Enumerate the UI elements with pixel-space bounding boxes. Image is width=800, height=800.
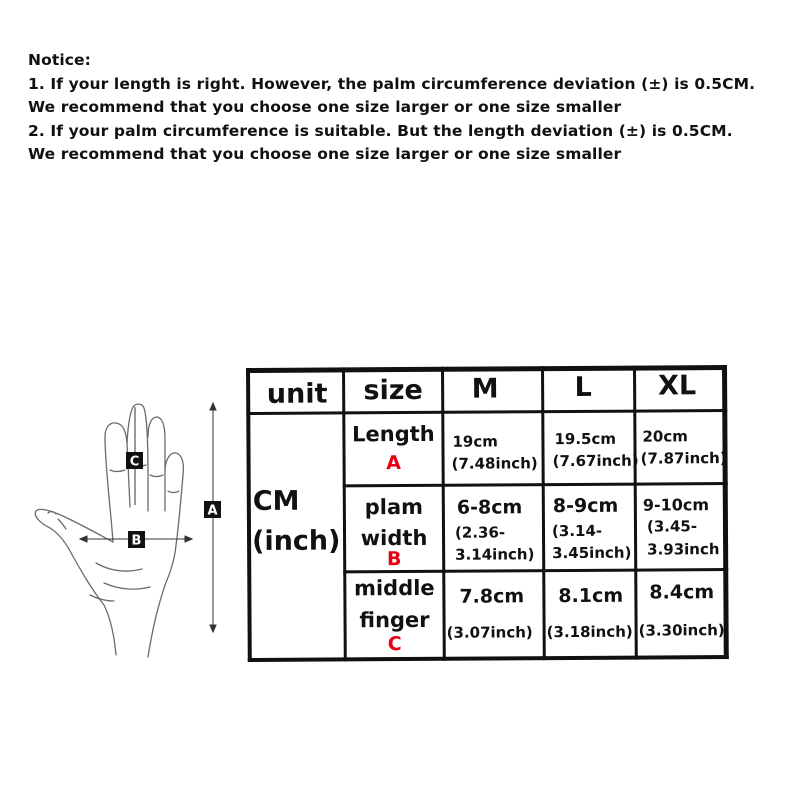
- unit-inch-label: (inch): [251, 525, 341, 557]
- length-xl-cm: 20cm: [642, 427, 688, 446]
- row-finger-label-2: finger: [359, 607, 430, 633]
- palm-m-inch-1: (2.36-: [454, 523, 506, 542]
- row-divider-1: [343, 482, 728, 487]
- measure-a-letter: A: [207, 503, 218, 519]
- notice-line-4: We recommend that you choose one size larger or one size smaller: [28, 145, 622, 163]
- palm-l-inch-2: 3.45inch): [552, 543, 632, 563]
- hand-outline-icon: [35, 404, 183, 657]
- finger-l-cm: 8.1cm: [558, 584, 624, 608]
- row-length-label: Length: [352, 421, 435, 447]
- finger-m-cm: 7.8cm: [459, 585, 525, 608]
- finger-m-inch: (3.07inch): [446, 623, 533, 642]
- finger-xl-cm: 8.4cm: [649, 581, 715, 604]
- header-size: size: [363, 374, 423, 407]
- length-l-cm: 19.5cm: [554, 429, 617, 449]
- notice-heading: Notice:: [28, 51, 91, 69]
- measure-c-letter: C: [129, 454, 140, 470]
- measure-a-tag: [204, 501, 221, 519]
- table-border-bottom: [248, 655, 729, 662]
- length-l-inch: (7.67inch): [552, 451, 639, 471]
- finger-l-inch: (3.18inch): [546, 622, 633, 642]
- unit-cm-label: CM: [252, 485, 300, 517]
- palm-l-cm: 8-9cm: [552, 494, 619, 518]
- length-m-cm: 19cm: [452, 432, 498, 451]
- header-l: L: [574, 371, 592, 403]
- notice-line-3: 2. If your palm circumference is suitable. But the length deviation (±) is 0.5CM.: [28, 121, 733, 140]
- palm-m-inch-2: 3.14inch): [455, 545, 535, 564]
- header-unit: unit: [266, 378, 328, 410]
- row-palm-label-1: plam: [364, 494, 424, 520]
- row-finger-letter: C: [387, 633, 402, 656]
- length-xl-inch: (7.87inch): [640, 449, 727, 468]
- palm-l-inch-1: (3.14-: [551, 521, 603, 541]
- notice-line-2: We recommend that you choose one size larger or one size smaller: [28, 98, 622, 116]
- palm-xl-inch-1: (3.45-: [646, 517, 698, 536]
- size-chart-table: [246, 365, 729, 662]
- notice-block: [28, 49, 788, 167]
- row-palm-label-2: width: [360, 525, 428, 551]
- row-finger-label-1: middle: [353, 575, 435, 601]
- finger-xl-inch: (3.30inch): [638, 621, 725, 640]
- header-m: M: [471, 373, 499, 405]
- measure-b-letter: B: [131, 533, 142, 549]
- measure-b-tag: [128, 531, 145, 549]
- palm-xl-cm: 9-10cm: [642, 495, 710, 515]
- measure-c-tag: [126, 452, 143, 470]
- row-length-letter: A: [386, 452, 402, 475]
- notice-line-1: 1. If your length is right. However, the palm circumference deviation (±) is 0.5CM.: [28, 74, 756, 93]
- row-palm-letter: B: [386, 548, 402, 571]
- hand-measurement-diagram: [30, 395, 240, 665]
- palm-xl-inch-2: 3.93inch: [647, 540, 720, 559]
- palm-m-cm: 6-8cm: [456, 496, 523, 519]
- length-m-inch: (7.48inch): [451, 454, 538, 473]
- header-xl: XL: [658, 370, 697, 402]
